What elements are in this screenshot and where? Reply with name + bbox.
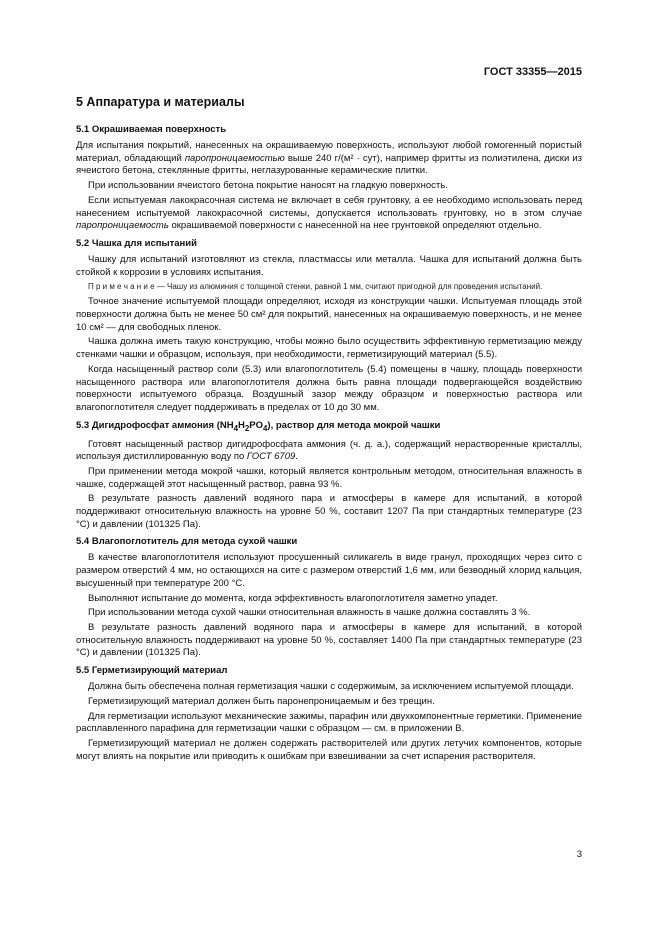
subsection-5-1-title: 5.1 Окрашиваемая поверхность — [76, 124, 227, 135]
page-content — [76, 95, 582, 765]
paragraph: Для герметизации используют механические зажимы, парафин или двухкомпонентные герметики. Применение расплавленного парафина для герметизации чашки с образцом — см. в приложении В. — [76, 710, 582, 735]
paragraph: В качестве влагопоглотителя используют просушенный силикагель в виде гранул, проходящих через сито с размером отверстий 4 мм, но остающихся на сите с размером отверстий 1,6 мм, или безводный хлорид кальция, высушенный при температуре 200 °С. — [76, 552, 582, 589]
paragraph: Когда насыщенный раствор соли (5.3) или влагопоглотитель (5.4) помещены в чашку, площадь поверхности насыщенного раствора или влагопоглотителя должна быть равна площади подвергающейся воздействию поверхности испытуемого образца. Воздушный зазор между образцом и поверхностью раствора или влагопоглотителя следует поддерживать в пределах от 10 до 30 мм. — [76, 363, 582, 413]
paragraph: Выполняют испытание до момента, когда эффективность влагопоглотителя заметно упадет. — [88, 592, 498, 604]
paragraph: В результате разность давлений водяного пара и атмосферы в камере для испытаний, в которой относительную влажность поддерживают на уровне 50 %, составляет 1400 Па при стандартных температуре (23 °С) и давлении (101325 Па). — [76, 621, 582, 659]
standard-code: ГОСТ 33355—2015 — [483, 66, 582, 78]
paragraph: Если испытуемая лакокрасочная система не включает в себя грунтовку, а ее необходимо использовать перед нанесением испытуемой лакокрасочной системы, допускается использовать грунтовку, но в этом случае паропроницаемость окрашиваемой поверхности с нанесенной на нее грунтовкой определяют отдельно. — [76, 194, 582, 232]
paragraph: При применении метода мокрой чашки, который является контрольным методом, относительная влажность в чашке, содержащей этот насыщенный раствор, равна 93 %. — [76, 465, 582, 490]
section-title: 5 Аппаратура и материалы — [76, 95, 245, 109]
paragraph: Готовят насыщенный раствор дигидрофосфата аммония (ч. д. а.), содержащий нерастворенные кристаллы, используя дистиллированную воду по ГОСТ 6709. — [76, 438, 582, 463]
paragraph: Точное значение испытуемой площади определяют, исходя из конструкции чашки. Испытуемая площадь этой поверхности должна быть не менее 50 см² для покрытий, нанесенных на окрашиваемую поверхность, и не менее 10 см² — для свободных пленок. — [76, 296, 582, 333]
paragraph: Должна быть обеспечена полная герметизация чашки с содержимым, за исключением испытуемой площади. — [88, 681, 574, 693]
paragraph: Чашка должна иметь такую конструкцию, чтобы можно было осуществить эффективную герметизацию между стенками чашки и образцом, используя, при необходимости, герметизирующий материал (5.5). — [76, 336, 582, 361]
paragraph: Герметизирующий материал не должен содержать растворителей или других летучих компонентов, которые могут влиять на покрытие или приводить к ошибкам при взвешивании за счет испарения растворителя. — [76, 737, 582, 762]
note: П р и м е ч а н и е — Чашу из алюминия с толщиной стенки, равной 1 мм, считают пригодной для проведения испытаний. — [88, 282, 543, 292]
paragraph: В результате разность давлений водяного пара и атмосферы в камере для испытаний, в которой поддерживают относительную влажность на уровне 50 %, составит 1207 Па при стандартных температуре (23 °С) и давлении (101325 Па). — [76, 493, 582, 530]
paragraph: Чашку для испытаний изготовляют из стекла, пластмассы или металла. Чашка для испытаний должна быть стойкой к коррозии в условиях испытания. — [76, 253, 582, 278]
page-number: 3 — [576, 849, 582, 860]
paragraph: Для испытания покрытий, нанесенных на окрашиваемую поверхность, используют любой гомогенный пористый материал, обладающий паропроницаемостью выше 240 г/(м² · сут), например фритты из полиэтилена, диски из ячеистого бетона, стеклянные фритты, неглазурованные керамические плитки. — [76, 140, 582, 177]
subsection-5-3-title: 5.3 Дигидрофосфат аммония $(NH_4H_2PO_4)$, раствор для метода мокрой чашки — [76, 419, 441, 433]
paragraph: При использовании метода сухой чашки относительная влажность в чашке должна составлять 3 %. — [88, 607, 531, 619]
subsection-5-2-title: 5.2 Чашка для испытаний — [76, 237, 197, 249]
paragraph: При использовании ячеистого бетона покрытие наносят на гладкую поверхность. — [88, 180, 448, 192]
subsection-5-5-title: 5.5 Герметизирующий материал — [76, 665, 228, 677]
paragraph: Герметизирующий материал должен быть паронепроницаемым и без трещин. — [88, 695, 435, 707]
subsection-5-4-title: 5.4 Влагопоглотитель для метода сухой чашки — [76, 536, 298, 548]
